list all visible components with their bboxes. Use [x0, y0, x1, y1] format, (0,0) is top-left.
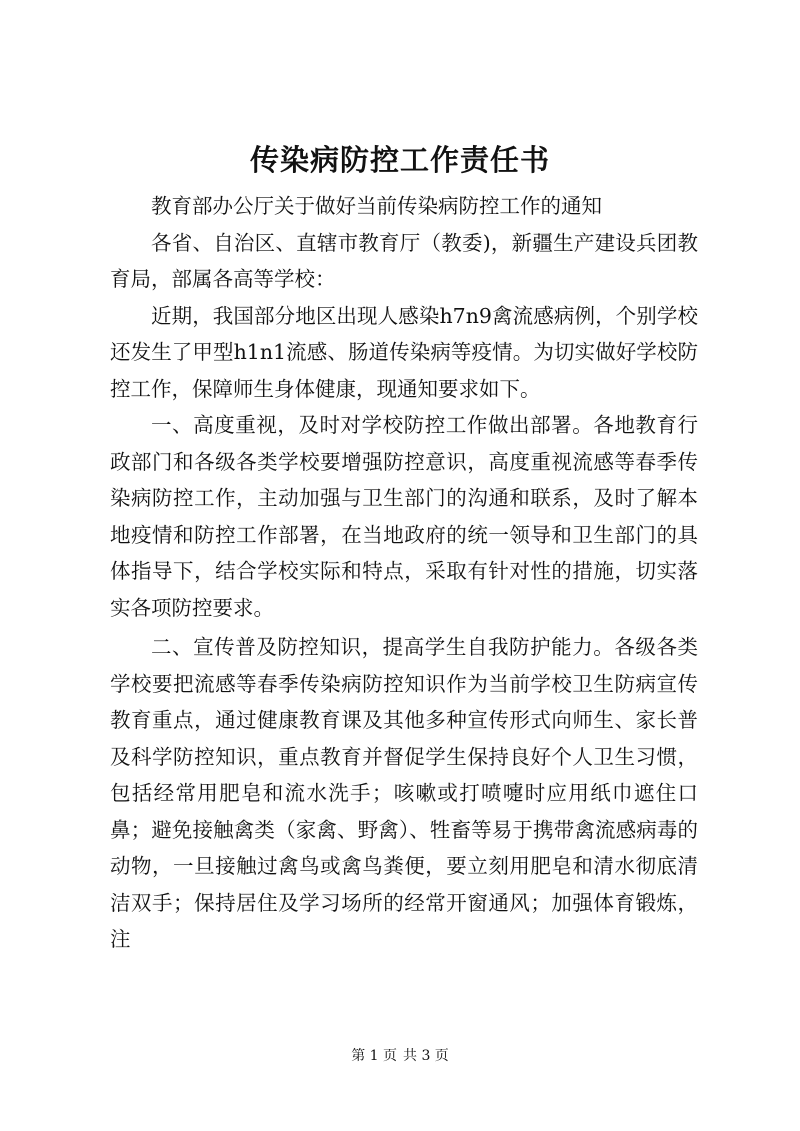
notice-heading-paragraph: 教育部办公厅关于做好当前传染病防控工作的通知 — [151, 194, 602, 218]
addressee-paragraph: 各省、自治区、直辖市教育厅（教委)，新疆生产建设兵团教育局，部属各高等学校： — [110, 230, 698, 291]
section-two-paragraph: 二、宣传普及防控知识，提高学生自我防护能力。各级各类学校要把流感等春季传染病防控知识作为当前学校卫生防病宣传教育重点，通过健康教育课及其他多种宣传形式向师生、家长普及科学防控知识，重点教育并督促学生保持良好个人卫生习惯，包括经常用肥皂和流水洗手；咳嗽或打喷嚏时应用纸巾遮住口鼻；避免接触禽类（家禽、野禽）、牲畜等易于携带禽流感病毒的动物，一旦接触过禽鸟或禽鸟粪便，要立刻用肥皂和清水彻底清洁双手；保持居住及学习场所的经常开窗通风；加强体育锻炼，注 — [110, 635, 698, 951]
section-one-paragraph: 一、高度重视，及时对学校防控工作做出部署。各地教育行政部门和各级各类学校要增强防控意识，高度重视流感等春季传染病防控工作，主动加强与卫生部门的沟通和联系，及时了解本地疫情和防控工作部署，在当地政府的统一领导和卫生部门的具体指导下，结合学校实际和特点，采取有针对性的措施，切实落实各项防控要求。 — [110, 413, 698, 620]
intro-paragraph: 近期，我国部分地区出现人感染h7n9禽流感病例，个别学校还发生了甲型h1n1流感、肠道传染病等疫情。为切实做好学校防控工作，保障师生身体健康，现通知要求如下。 — [110, 303, 698, 401]
document-title: 传染病防控工作责任书 — [249, 143, 550, 177]
page-footer — [0, 1046, 800, 1066]
document-body — [110, 188, 698, 958]
page-number: 第 1 页 — [351, 1048, 397, 1064]
page-total: 共 3 页 — [403, 1048, 449, 1064]
